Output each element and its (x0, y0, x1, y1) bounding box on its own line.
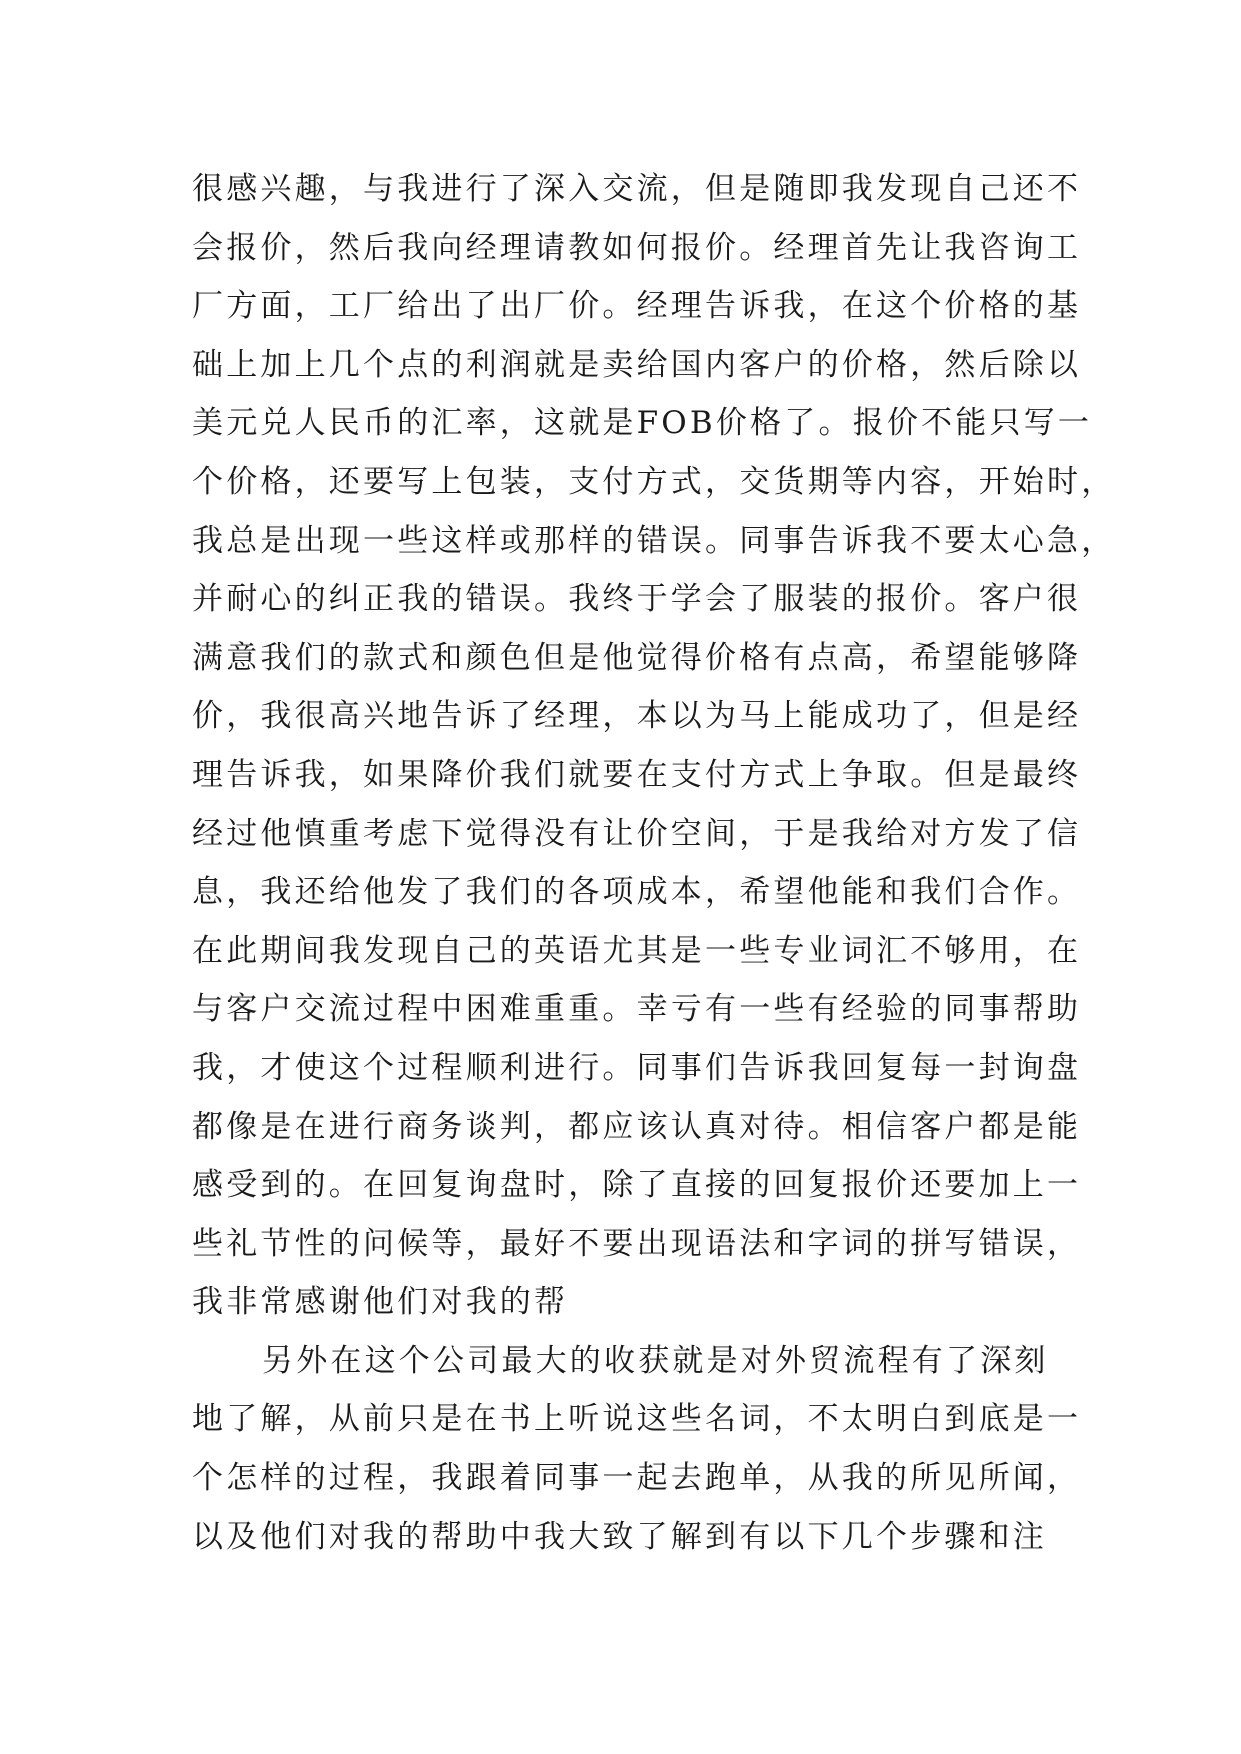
text-line: 地了解，从前只是在书上听说这些名词，不太明白到底是一 (192, 1401, 1082, 1438)
text-line: 些礼节性的问候等，最好不要出现语法和字词的拼写错误， (192, 1225, 1082, 1262)
text-line: 满意我们的款式和颜色但是他觉得价格有点高，希望能够降 (192, 639, 1082, 676)
text-line: 我非常感谢他们对我的帮 (192, 1284, 569, 1321)
body-text (192, 160, 1116, 1566)
text-line: 都像是在进行商务谈判，都应该认真对待。相信客户都是能 (192, 1108, 1082, 1145)
text-line: 美元兑人民币的汇率，这就是FOB价格了。报价不能只写一 (192, 405, 1093, 442)
text-line: 在此期间我发现自己的英语尤其是一些专业词汇不够用，在 (192, 932, 1082, 969)
text-line: 经过他慎重考虑下觉得没有让价空间，于是我给对方发了信 (192, 815, 1082, 852)
text-line: 我，才使这个过程顺利进行。同事们告诉我回复每一封询盘 (192, 1049, 1082, 1086)
text-line: 价，我很高兴地告诉了经理，本以为马上能成功了，但是经 (192, 698, 1082, 735)
text-line: 我总是出现一些这样或那样的错误。同事告诉我不要太心急， (192, 522, 1116, 559)
text-line: 个价格，还要写上包装，支付方式，交货期等内容，开始时， (192, 463, 1116, 500)
text-line: 厂方面，工厂给出了出厂价。经理告诉我，在这个价格的基 (192, 288, 1082, 325)
text-line: 础上加上几个点的利润就是卖给国内客户的价格，然后除以 (192, 346, 1082, 383)
text-line: 与客户交流过程中困难重重。幸亏有一些有经验的同事帮助 (192, 991, 1082, 1028)
text-line: 息，我还给他发了我们的各项成本，希望他能和我们合作。 (192, 874, 1082, 911)
text-line: 感受到的。在回复询盘时，除了直接的回复报价还要加上一 (192, 1167, 1082, 1204)
paragraph-first-line: 另外在这个公司最大的收获就是对外贸流程有了深刻 (262, 1342, 1049, 1379)
text-line: 很感兴趣，与我进行了深入交流，但是随即我发现自己还不 (192, 171, 1082, 207)
text-line: 理告诉我，如果降价我们就要在支付方式上争取。但是最终 (192, 756, 1082, 793)
text-line: 并耐心的纠正我的错误。我终于学会了服装的报价。客户很 (192, 581, 1082, 618)
text-line: 会报价，然后我向经理请教如何报价。经理首先让我咨询工 (192, 229, 1082, 266)
text-line: 个怎样的过程，我跟着同事一起去跑单，从我的所见所闻， (192, 1460, 1082, 1497)
text-line: 以及他们对我的帮助中我大致了解到有以下几个步骤和注 (192, 1518, 1047, 1555)
